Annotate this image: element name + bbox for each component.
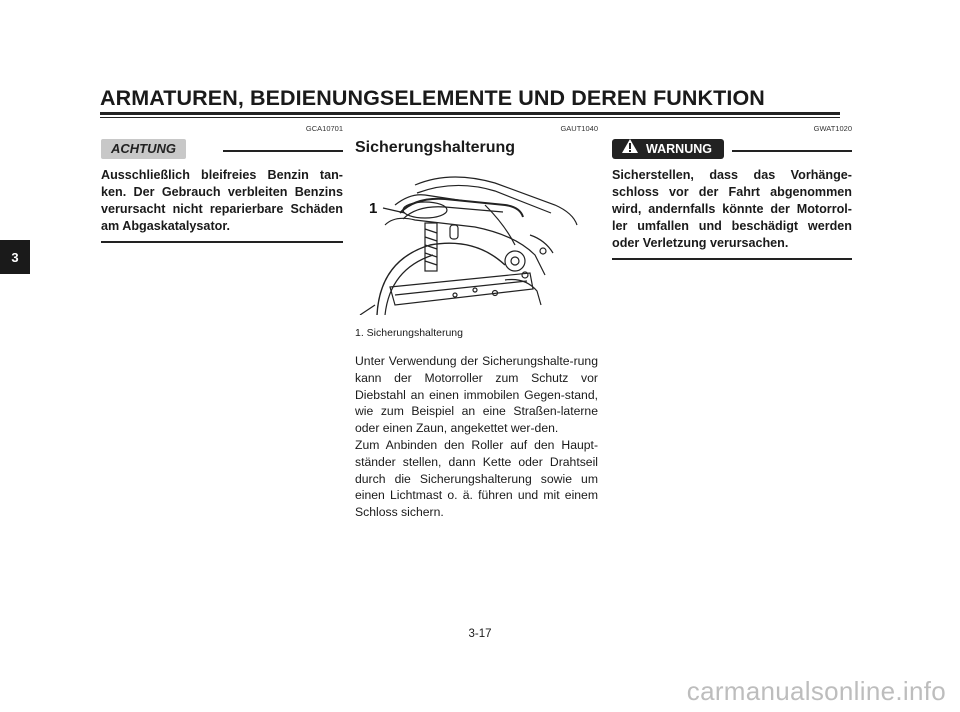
scooter-illustration xyxy=(355,165,580,315)
warning-triangle-icon xyxy=(622,139,638,159)
achtung-header-rule xyxy=(223,150,343,152)
figure-caption: 1. Sicherungshalterung xyxy=(355,327,463,339)
section-title: Sicherungshalterung xyxy=(355,139,516,156)
chapter-tab-label: 3 xyxy=(11,249,19,265)
header-rule-thin xyxy=(100,117,840,118)
warnung-text: Sicherstellen, dass das Vorhänge-schloss vor der Fahrt abgenommen wird, andernfalls könnte der Motorrol-ler umfallen und beschädigt werden oder Verletzung verursachen. xyxy=(612,168,852,250)
figure-callout-number: 1 xyxy=(369,200,378,217)
page-title: ARMATUREN, BEDIENUNGSELEMENTE UND DEREN FUNKTION xyxy=(100,86,765,110)
watermark: carmanualsonline.info xyxy=(686,676,946,706)
achtung-badge: ACHTUNG xyxy=(101,139,186,159)
warnung-badge xyxy=(612,139,724,159)
header-rule-thick xyxy=(100,112,840,115)
chapter-tab xyxy=(0,240,30,274)
paragraph-1: Unter Verwendung der Sicherungshalte-rung kann der Motorroller zum Schutz vor Diebstahl an einen immobilen Gegen-stand, wie zum Beispiel an eine Straßen-laterne oder einen Zaun, angekettet wer-den. xyxy=(355,354,598,436)
paragraph-2: Zum Anbinden den Roller auf den Haupt-ständer stellen, dann Kette oder Drahtseil durch die Sicherungshalterung sowie um einen Lichtmast o. ä. führen und mit einem Schloss sichern. xyxy=(355,437,598,520)
left-column xyxy=(101,124,343,243)
reference-code: GAUT1040 xyxy=(560,124,598,133)
achtung-header xyxy=(101,139,343,161)
warnung-header xyxy=(612,139,852,161)
scooter-rear-drawing xyxy=(355,165,580,315)
reference-code: GCA10701 xyxy=(305,124,343,133)
right-column xyxy=(612,124,852,260)
warnung-badge-label: WARNUNG xyxy=(646,142,712,156)
achtung-text: Ausschließlich bleifreies Benzin tan-ken. Der Gebrauch verbleiten Benzins verursacht nicht reparierbare Schäden am Abgaskatalysator. xyxy=(101,168,343,233)
body-text xyxy=(355,353,598,521)
page-number: 3-17 xyxy=(468,628,492,640)
warnung-end-rule xyxy=(612,258,852,260)
warnung-header-rule xyxy=(732,150,852,152)
page-header xyxy=(100,86,860,111)
reference-code: GWAT1020 xyxy=(813,124,852,133)
achtung-end-rule xyxy=(101,241,343,243)
middle-column xyxy=(355,124,598,521)
